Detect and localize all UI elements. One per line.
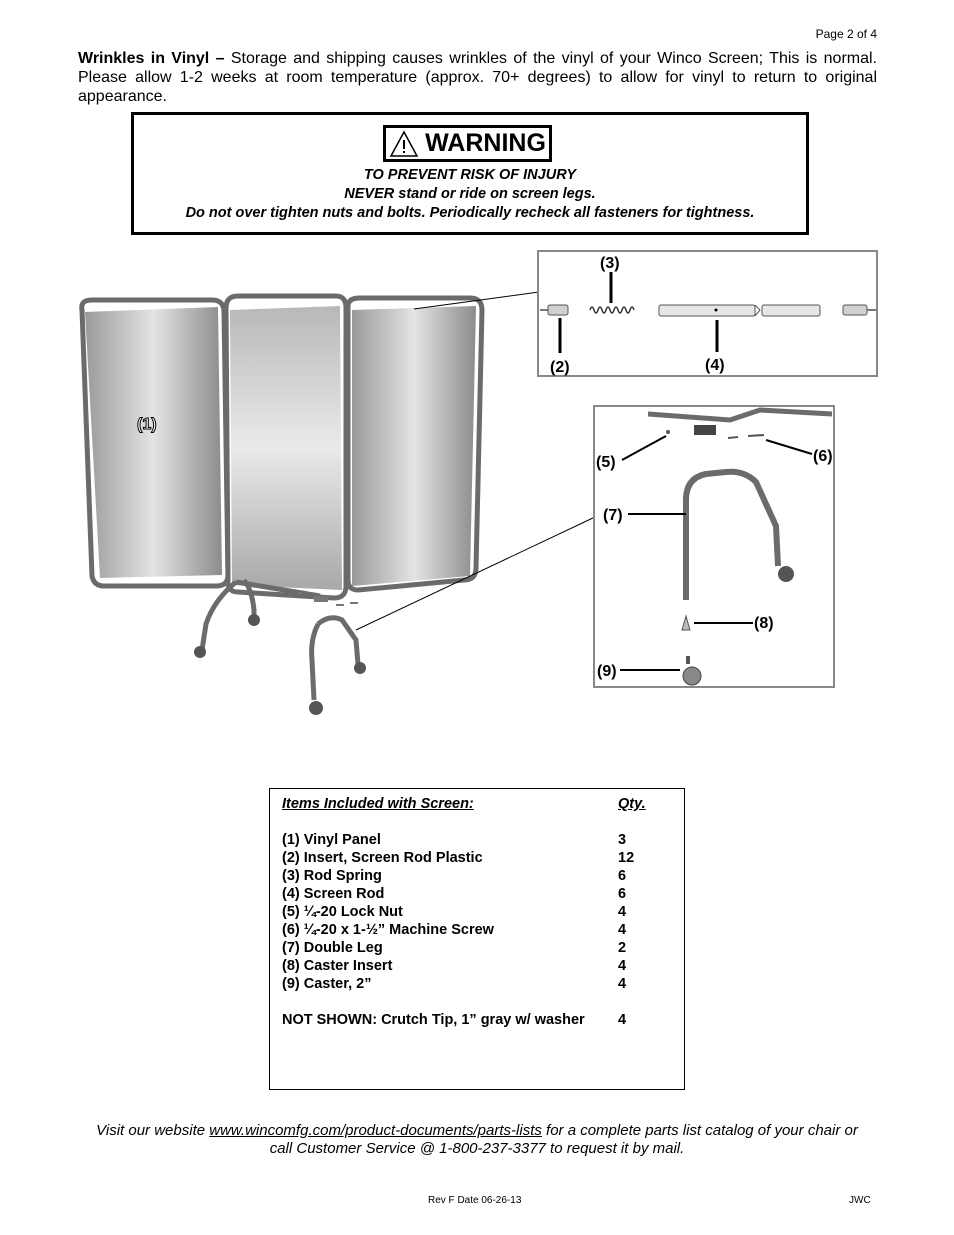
part-name: (2) Insert, Screen Rod Plastic xyxy=(282,850,483,866)
part-name: (4) Screen Rod xyxy=(282,886,385,902)
part-name: (1) Vinyl Panel xyxy=(282,832,381,848)
warning-badge xyxy=(383,125,552,162)
website-link[interactable]: www.wincomfg.com/product-documents/parts-lists xyxy=(209,1122,542,1139)
author-initials: JWC xyxy=(849,1195,871,1206)
callout-3: (3) xyxy=(600,255,620,272)
footer-post: for a complete parts list catalog of your chair or xyxy=(541,1122,858,1139)
footer-pre: Visit our website xyxy=(96,1122,210,1139)
part-qty: 4 xyxy=(618,976,627,992)
part-qty: 2 xyxy=(618,940,627,956)
caster-back-right xyxy=(248,614,260,626)
leg-back xyxy=(202,580,320,650)
callout-6: (6) xyxy=(813,448,833,465)
callout-1: (1) xyxy=(137,416,157,433)
part-qty: 4 xyxy=(618,922,627,938)
callout-8: (8) xyxy=(754,615,774,632)
leg-front xyxy=(312,618,358,700)
parts-list xyxy=(269,788,685,1090)
revision-date: Rev F Date 06-26-13 xyxy=(428,1195,522,1206)
callout-2: (2) xyxy=(550,359,570,376)
page-number: Page 2 of 4 xyxy=(815,27,877,41)
warning-line-1: TO PREVENT RISK OF INJURY xyxy=(363,167,577,183)
part-name: (5) ¼-20 Lock Nut xyxy=(282,904,403,920)
part-name: (6) ¼-20 x 1-½” Machine Screw xyxy=(282,922,494,938)
part-name: (3) Rod Spring xyxy=(282,868,382,884)
part-qty: 4 xyxy=(618,958,627,974)
part-name: (9) Caster, 2” xyxy=(282,976,372,992)
caster-back-left xyxy=(194,646,206,658)
qty-heading: Qty. xyxy=(618,796,646,812)
warning-line-2: NEVER stand or ride on screen legs. xyxy=(344,186,596,202)
assembly-diagram xyxy=(0,240,954,740)
intro-paragraph xyxy=(78,49,877,106)
warning-title: WARNING xyxy=(425,129,546,157)
footer-line-2: call Customer Service @ 1-800-237-3377 to request it by mail. xyxy=(269,1140,685,1157)
caster-front-left xyxy=(309,701,323,715)
vinyl-panel-right xyxy=(348,298,482,590)
parts-heading: Items Included with Screen: xyxy=(282,796,474,812)
part-qty: 4 xyxy=(618,904,627,920)
warning-box xyxy=(131,112,809,235)
part-name: (7) Double Leg xyxy=(282,940,383,956)
vinyl-panel-center xyxy=(226,296,346,598)
part-name: (8) Caster Insert xyxy=(282,958,393,974)
callout-5: (5) xyxy=(596,454,616,471)
caster-front-right xyxy=(354,662,366,674)
callout-9: (9) xyxy=(597,663,617,680)
vinyl-panel-left xyxy=(82,300,228,586)
part-qty: 3 xyxy=(618,832,627,848)
not-shown-name: NOT SHOWN: Crutch Tip, 1” gray w/ washer xyxy=(282,1012,585,1028)
warning-triangle-icon xyxy=(389,130,419,158)
footer-note xyxy=(0,1122,954,1158)
leg-detail-box xyxy=(594,406,834,687)
callout-7: (7) xyxy=(603,507,623,524)
part-qty: 12 xyxy=(618,850,635,866)
not-shown-qty: 4 xyxy=(618,1012,627,1028)
part-qty: 6 xyxy=(618,868,627,884)
warning-line-3: Do not over tighten nuts and bolts. Periodically recheck all fasteners for tightness. xyxy=(185,205,755,221)
callout-4: (4) xyxy=(705,357,725,374)
intro-lead: Wrinkles in Vinyl – xyxy=(78,50,225,67)
part-qty: 6 xyxy=(618,886,627,902)
intro-body: Storage and shipping causes wrinkles of the vinyl of your Winco Screen; This is normal. Please allow 1-2 weeks at room temperature (approx. 70+ degrees) to allow for vinyl to return to original appearance. xyxy=(78,50,878,105)
